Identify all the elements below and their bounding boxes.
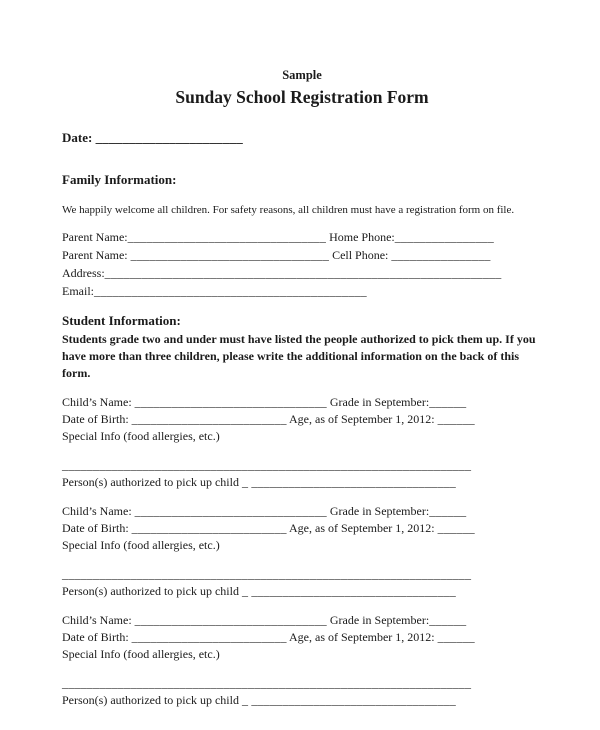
age-label: Age, as of September 1, 2012: [289, 412, 435, 426]
age-blank: ______ [437, 412, 475, 426]
special-info-label: Special Info (food allergies, etc.) [62, 429, 220, 443]
child-name-row [62, 503, 542, 520]
special-info-blank: __________________________________________________________________ [62, 676, 472, 690]
age-blank: ______ [437, 521, 475, 535]
address-blank: ________________________________________________________________ [104, 266, 502, 280]
student-instructions: Students grade two and under must have listed the people authorized to pick them up. If you have more than three children, please write the additional information on the back of this form. [62, 332, 536, 380]
child-name-blank: _______________________________ [134, 504, 327, 518]
grade-blank: ______ [429, 504, 467, 518]
special-info-blank: __________________________________________________________________ [62, 567, 472, 581]
dob-blank: _________________________ [131, 412, 287, 426]
child-name-row [62, 612, 542, 629]
home-phone-blank: ________________ [394, 230, 494, 244]
family-fields [62, 228, 542, 300]
welcome-text: We happily welcome all children. For safety reasons, all children must have a registration form on file. [62, 204, 515, 216]
parent2-name-blank: ________________________________ [130, 248, 330, 262]
child-name-label: Child’s Name: [62, 395, 132, 409]
child-name-label: Child’s Name: [62, 504, 132, 518]
address-label: Address: [62, 266, 105, 280]
grade-label: Grade in September: [329, 613, 430, 627]
grade-label: Grade in September: [329, 504, 430, 518]
email-blank: ____________________________________________ [94, 284, 367, 298]
doc-title: Sunday School Registration Form [175, 87, 429, 107]
date-blank-line: ______________________ [95, 130, 243, 145]
pickup-label: Person(s) authorized to pick up child [62, 475, 239, 489]
dob-label: Date of Birth: [62, 521, 129, 535]
child-name-row [62, 394, 542, 411]
child-name-label: Child’s Name: [62, 613, 132, 627]
child-block-1 [62, 394, 542, 491]
email-row [62, 282, 542, 300]
child-dob-row [62, 411, 542, 428]
child-block-2 [62, 503, 542, 600]
cell-phone-label: Cell Phone: [332, 248, 389, 262]
child-dob-row [62, 520, 542, 537]
child-dob-row [62, 629, 542, 646]
dob-label: Date of Birth: [62, 630, 129, 644]
parent2-row [62, 246, 542, 264]
dob-blank: _________________________ [131, 521, 287, 535]
title-block [62, 68, 542, 108]
dob-blank: _________________________ [131, 630, 287, 644]
pickup-row [62, 583, 542, 600]
pickup-label: Person(s) authorized to pick up child [62, 584, 239, 598]
parent1-row [62, 228, 542, 246]
home-phone-label: Home Phone: [329, 230, 395, 244]
parent1-name-blank: ________________________________ [127, 230, 327, 244]
pickup-blank: _ _________________________________ [241, 693, 456, 707]
pickup-blank: _ _________________________________ [241, 584, 456, 598]
child-block-3 [62, 612, 542, 709]
pickup-label: Person(s) authorized to pick up child [62, 693, 239, 707]
student-info-heading: Student Information: [62, 313, 181, 328]
age-label: Age, as of September 1, 2012: [289, 521, 435, 535]
pickup-blank: _ _________________________________ [241, 475, 456, 489]
child-name-blank: _______________________________ [134, 395, 327, 409]
grade-blank: ______ [429, 395, 467, 409]
grade-label: Grade in September: [329, 395, 430, 409]
address-row [62, 264, 542, 282]
special-info-label: Special Info (food allergies, etc.) [62, 647, 220, 661]
grade-blank: ______ [429, 613, 467, 627]
special-info-blank: __________________________________________________________________ [62, 458, 472, 472]
parent2-name-label: Parent Name: [62, 248, 128, 262]
age-blank: ______ [437, 630, 475, 644]
email-label: Email: [62, 284, 94, 298]
cell-phone-blank: ________________ [391, 248, 491, 262]
special-info-label: Special Info (food allergies, etc.) [62, 538, 220, 552]
doc-subtitle: Sample [282, 68, 322, 82]
age-label: Age, as of September 1, 2012: [289, 630, 435, 644]
parent1-name-label: Parent Name: [62, 230, 128, 244]
pickup-row [62, 474, 542, 491]
date-label: Date: [62, 130, 93, 145]
date-row [62, 129, 542, 147]
pickup-row [62, 692, 542, 709]
dob-label: Date of Birth: [62, 412, 129, 426]
child-name-blank: _______________________________ [134, 613, 327, 627]
family-info-heading: Family Information: [62, 172, 177, 187]
